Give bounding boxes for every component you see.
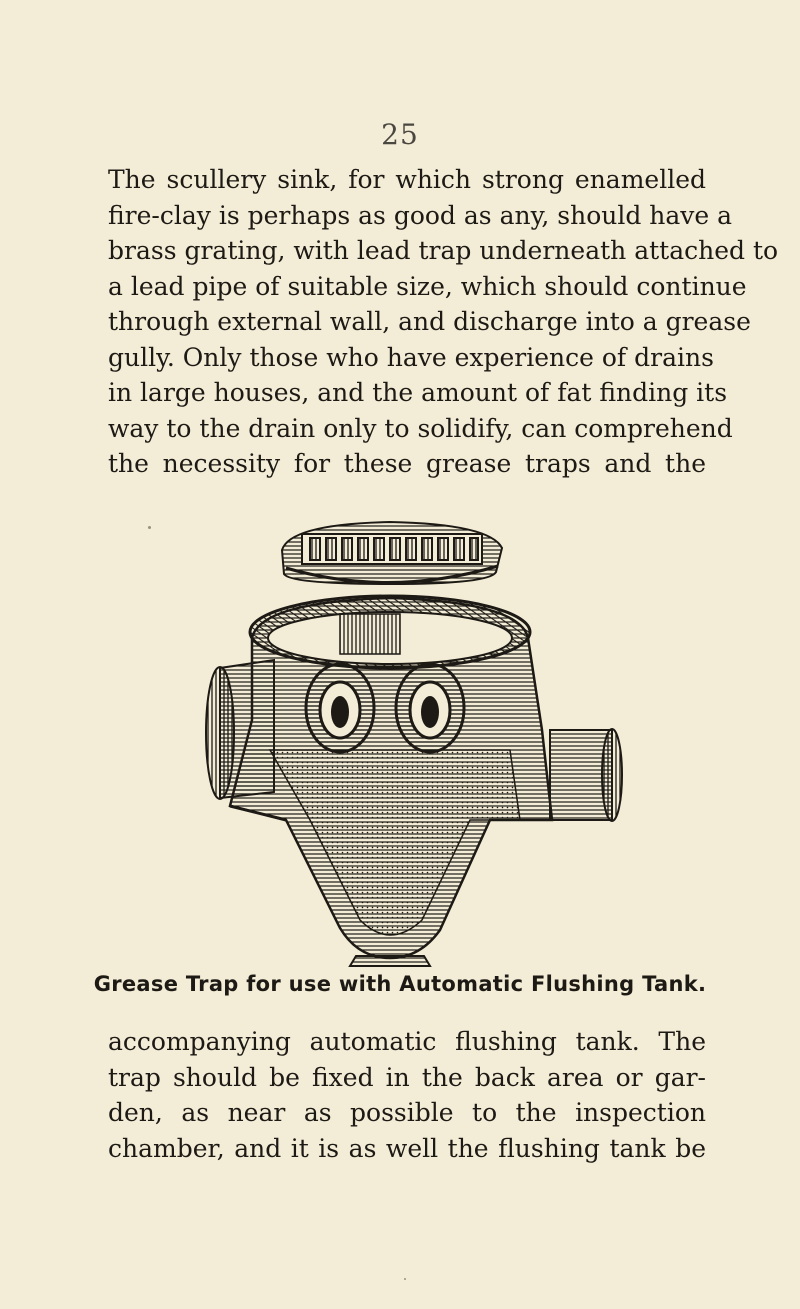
text-line: in large houses, and the amount of fat finding its <box>108 378 728 407</box>
text-line: trap should be fixed in the back area or gar- <box>108 1062 706 1092</box>
text-line: brass grating, with lead trap underneath attached to <box>108 236 779 265</box>
paper-speck <box>404 1278 406 1280</box>
text-line: through external wall, and discharge into a grease <box>108 307 751 336</box>
text-line: den, as near as possible to the inspection <box>108 1098 706 1127</box>
figure-caption: Grease Trap for use with Automatic Flushing Tank. <box>93 972 707 996</box>
text-line: the necessity for these grease traps and the <box>108 449 706 478</box>
text-line: chamber, and it is as well the flushing tank be <box>108 1133 706 1163</box>
page-number: 25 <box>381 118 419 151</box>
side-outlet-right <box>550 729 622 821</box>
text-line: way to the drain only to solidify, can comprehend <box>108 413 733 443</box>
text-line: fire-clay is perhaps as good as any, should have a <box>108 200 733 230</box>
text-line: a lead pipe of suitable size, which should continue <box>108 271 747 301</box>
paragraph-bottom <box>108 1024 706 1166</box>
grease-trap-illustration <box>190 520 630 970</box>
paper-speck <box>148 526 151 529</box>
text-line: gully. Only those who have experience of drains <box>108 342 714 372</box>
grating-cover <box>282 522 502 584</box>
text-line: The scullery sink, for which strong enamelled <box>108 165 706 194</box>
trap-body <box>230 596 552 966</box>
text-line: accompanying automatic flushing tank. The <box>108 1027 706 1056</box>
paragraph-top <box>108 162 779 482</box>
